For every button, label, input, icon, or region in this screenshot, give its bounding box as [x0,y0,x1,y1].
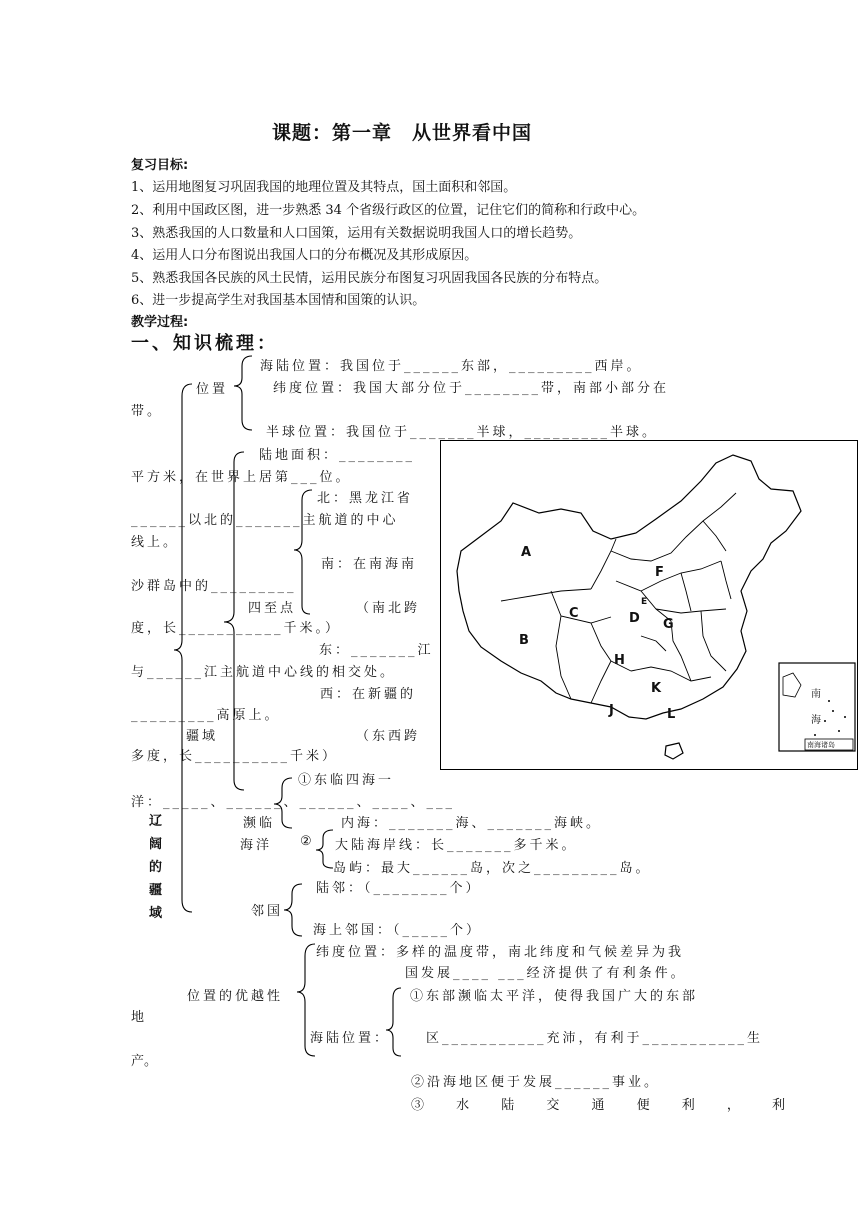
goal-item: 3、熟悉我国的人口数量和人口国策，运用有关数据说明我国人口的增长趋势。 [131,226,582,241]
outline-node: ② [300,834,312,849]
vertical-char: 疆 [149,883,163,898]
outline-line: 国发展____ ___经济提供了有利条件。 [405,966,687,981]
outline-line: 沙群岛中的_________ [131,579,297,594]
outline-line: _________高原上。 [131,708,281,723]
outline-line: ②沿海地区便于发展______事业。 [411,1075,661,1090]
vertical-char: 域 [149,906,163,921]
outline-line: ①东临四海一 [298,773,395,788]
outline-node: 濒临 [243,816,276,831]
map-label-f: F [655,565,664,580]
page-title: 课题：第一章 从世界看中国 [272,122,533,144]
map-label-b: B [519,633,529,648]
vertical-char: 的 [149,860,163,875]
china-outline-map [441,441,859,771]
outline-line: ③ 水 陆 交 通 便 利 ， 利 [411,1098,800,1113]
outline-line: 西：在新疆的 [320,687,417,702]
vertical-char: 阔 [149,837,163,852]
outline-line: 半球位置：我国位于_______半球，_________半球。 [266,425,659,440]
map-label-h: H [614,653,625,668]
inset-caption: 南海诸岛 [807,741,835,749]
outline-line: 多度，长__________千米） [131,749,339,764]
outline-line: 带。 [131,404,164,419]
outline-line: 与______江主航道中心线的相交处。 [131,665,397,680]
goal-item: 5、熟悉我国各民族的风土民情，运用民族分布图复习巩固我国各民族的分布特点。 [131,271,608,286]
goals-heading: 复习目标: [131,158,189,173]
outline-line: 南：在南海南 [321,557,418,572]
china-map [440,440,858,770]
outline-line: （南北跨 [356,601,421,616]
outline-line: 陆邻：（________个） [316,881,482,896]
outline-line: 岛屿：最大______岛，次之_________岛。 [333,861,652,876]
outline-line: 陆地面积：________ [259,448,416,463]
inset-label-hai: 海 [811,715,821,726]
outline-line: 区___________充沛，有利于___________生 [426,1031,764,1046]
outline-line: 海上邻国：（_____个） [313,923,483,938]
outline-line: 平方米，在世界上居第___位。 [131,470,352,485]
map-label-l: L [667,707,676,722]
outline-node: 海陆位置： [310,1031,391,1046]
map-label-k: K [651,681,662,696]
map-label-a: A [521,545,532,560]
outline-node: 四至点 [248,601,297,616]
outline-line: 内海：_______海、_______海峡。 [341,816,603,831]
outline-line: 线上。 [131,535,180,550]
outline-line: 北：黑龙江省 [317,491,414,506]
vertical-heading [149,810,165,925]
goal-item: 1、运用地图复习巩固我国的地理位置及其特点，国土面积和邻国。 [131,180,517,195]
outline-line: 地 [131,1010,145,1025]
goal-item: 4、运用人口分布图说出我国人口的分布概况及其形成原因。 [131,248,478,263]
outline-line: ①东部濒临太平洋，使得我国广大的东部 [410,989,699,1004]
outline-line: 大陆海岸线：长_______多千米。 [335,838,578,853]
outline-line: 纬度位置：我国大部分位于________带，南部小部分在 [273,381,670,396]
outline-node: 海洋 [240,838,273,853]
outline-line: （东西跨 [356,729,421,744]
outline-line: 东：_______江 [319,643,434,658]
outline-line: 纬度位置：多样的温度带，南北纬度和气候差异为我 [316,945,685,960]
outline-line: 洋：_____、______、______、____、___ [131,795,456,810]
goal-item: 2、利用中国政区图，进一步熟悉 34 个省级行政区的位置，记住它们的简称和行政中心。 [131,203,646,218]
outline-node: 邻国 [251,904,284,919]
outline-line: 产。 [131,1054,158,1069]
map-label-c: C [569,606,579,621]
section-heading: 一、知识梳理： [131,333,278,354]
goal-item: 6、进一步提高学生对我国基本国情和国策的认识。 [131,293,426,308]
map-label-j: J [609,703,614,718]
process-heading: 教学过程: [131,315,189,330]
outline-line: 海陆位置：我国位于______东部，_________西岸。 [260,359,643,374]
outline-node: 位置 [196,382,229,397]
map-label-e: E [641,597,648,607]
outline-node: 位置的优越性 [187,989,284,1004]
outline-line: 度，长___________千米。） [131,621,342,636]
inset-label-nan: 南 [811,689,821,700]
vertical-char: 辽 [149,814,163,829]
outline-node: 疆域 [186,729,219,744]
map-label-g: G [663,617,674,632]
map-label-d: D [629,611,640,626]
outline-line: ______以北的_______主航道的中心 [131,513,399,528]
